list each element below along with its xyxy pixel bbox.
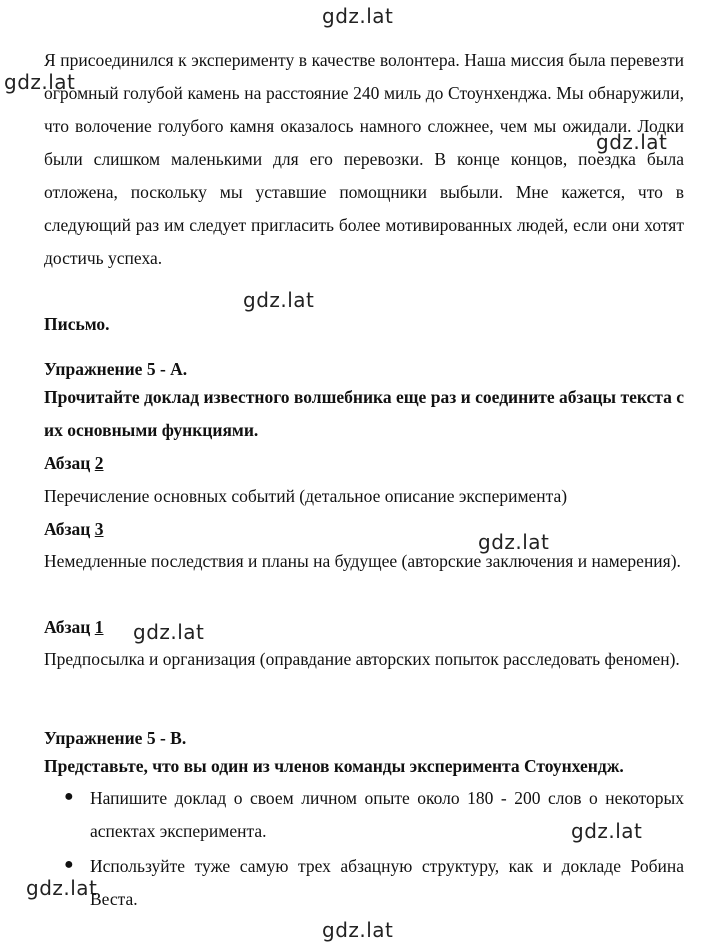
paragraph-label xyxy=(44,447,684,480)
paragraph-label-text: Абзац xyxy=(44,617,91,637)
watermark: gdz.lat xyxy=(243,288,315,312)
paragraph-number: 3 xyxy=(94,519,104,539)
paragraph-function: Предпосылка и организация (оправдание авторских попыток расследовать феномен). xyxy=(44,649,680,669)
intro-paragraph: Я присоединился к эксперименту в качестве волонтера. Наша миссия была перевезти огромный голубой камень на расстояние 240 миль до Стоунхенджа. Мы обнаружили, что волочение голубого камня оказалось намного сложнее, чем мы ожидали. Лодки были слишком маленькими для его перевозки. В конце концов, поездка была отложена, поскольку мы уставшие помощники выбыли. Мне кажется, что в следующий раз им следует пригласить более мотивированных людей, если они хотят достичь успеха. xyxy=(44,50,684,268)
watermark: gdz.lat xyxy=(26,876,98,900)
paragraph-function: Немедленные последствия и планы на будущее (авторские заключения и намерения). xyxy=(44,551,681,571)
watermark: gdz.lat xyxy=(596,130,668,154)
watermark: gdz.lat xyxy=(571,819,643,843)
bullet-icon: ● xyxy=(64,788,74,805)
exercise-5a-heading: Упражнение 5 - А. xyxy=(44,359,188,379)
paragraph-number: 1 xyxy=(94,617,104,637)
paragraph-number: 2 xyxy=(94,453,104,473)
exercise-5b-task: Представьте, что вы один из членов команды эксперимента Стоунхендж. xyxy=(44,756,624,776)
exercise-5a-task: Прочитайте доклад известного волшебника еще раз и соедините абзацы текста с их основными функциями. xyxy=(44,387,684,440)
section-title: Письмо. xyxy=(44,314,110,334)
paragraph-label-text: Абзац xyxy=(44,519,91,539)
exercise-5b-heading: Упражнение 5 - В. xyxy=(44,728,187,748)
watermark: gdz.lat xyxy=(478,530,550,554)
bullet-icon: ● xyxy=(64,856,74,873)
paragraph-label xyxy=(44,611,684,644)
paragraph-label-text: Абзац xyxy=(44,453,91,473)
watermark: gdz.lat xyxy=(4,70,76,94)
bullet-item: Напишите доклад о своем личном опыте около 180 - 200 слов о некоторых аспектах эксперимента. xyxy=(90,788,684,841)
watermark: gdz.lat xyxy=(133,620,205,644)
watermark: gdz.lat xyxy=(322,4,394,28)
paragraph-function: Перечисление основных событий (детальное описание эксперимента) xyxy=(44,486,568,506)
paragraph-label xyxy=(44,513,684,546)
bullet-item: Используйте туже самую трех абзацную структуру, как и докладе Робина Веста. xyxy=(90,856,684,909)
watermark: gdz.lat xyxy=(322,918,394,942)
